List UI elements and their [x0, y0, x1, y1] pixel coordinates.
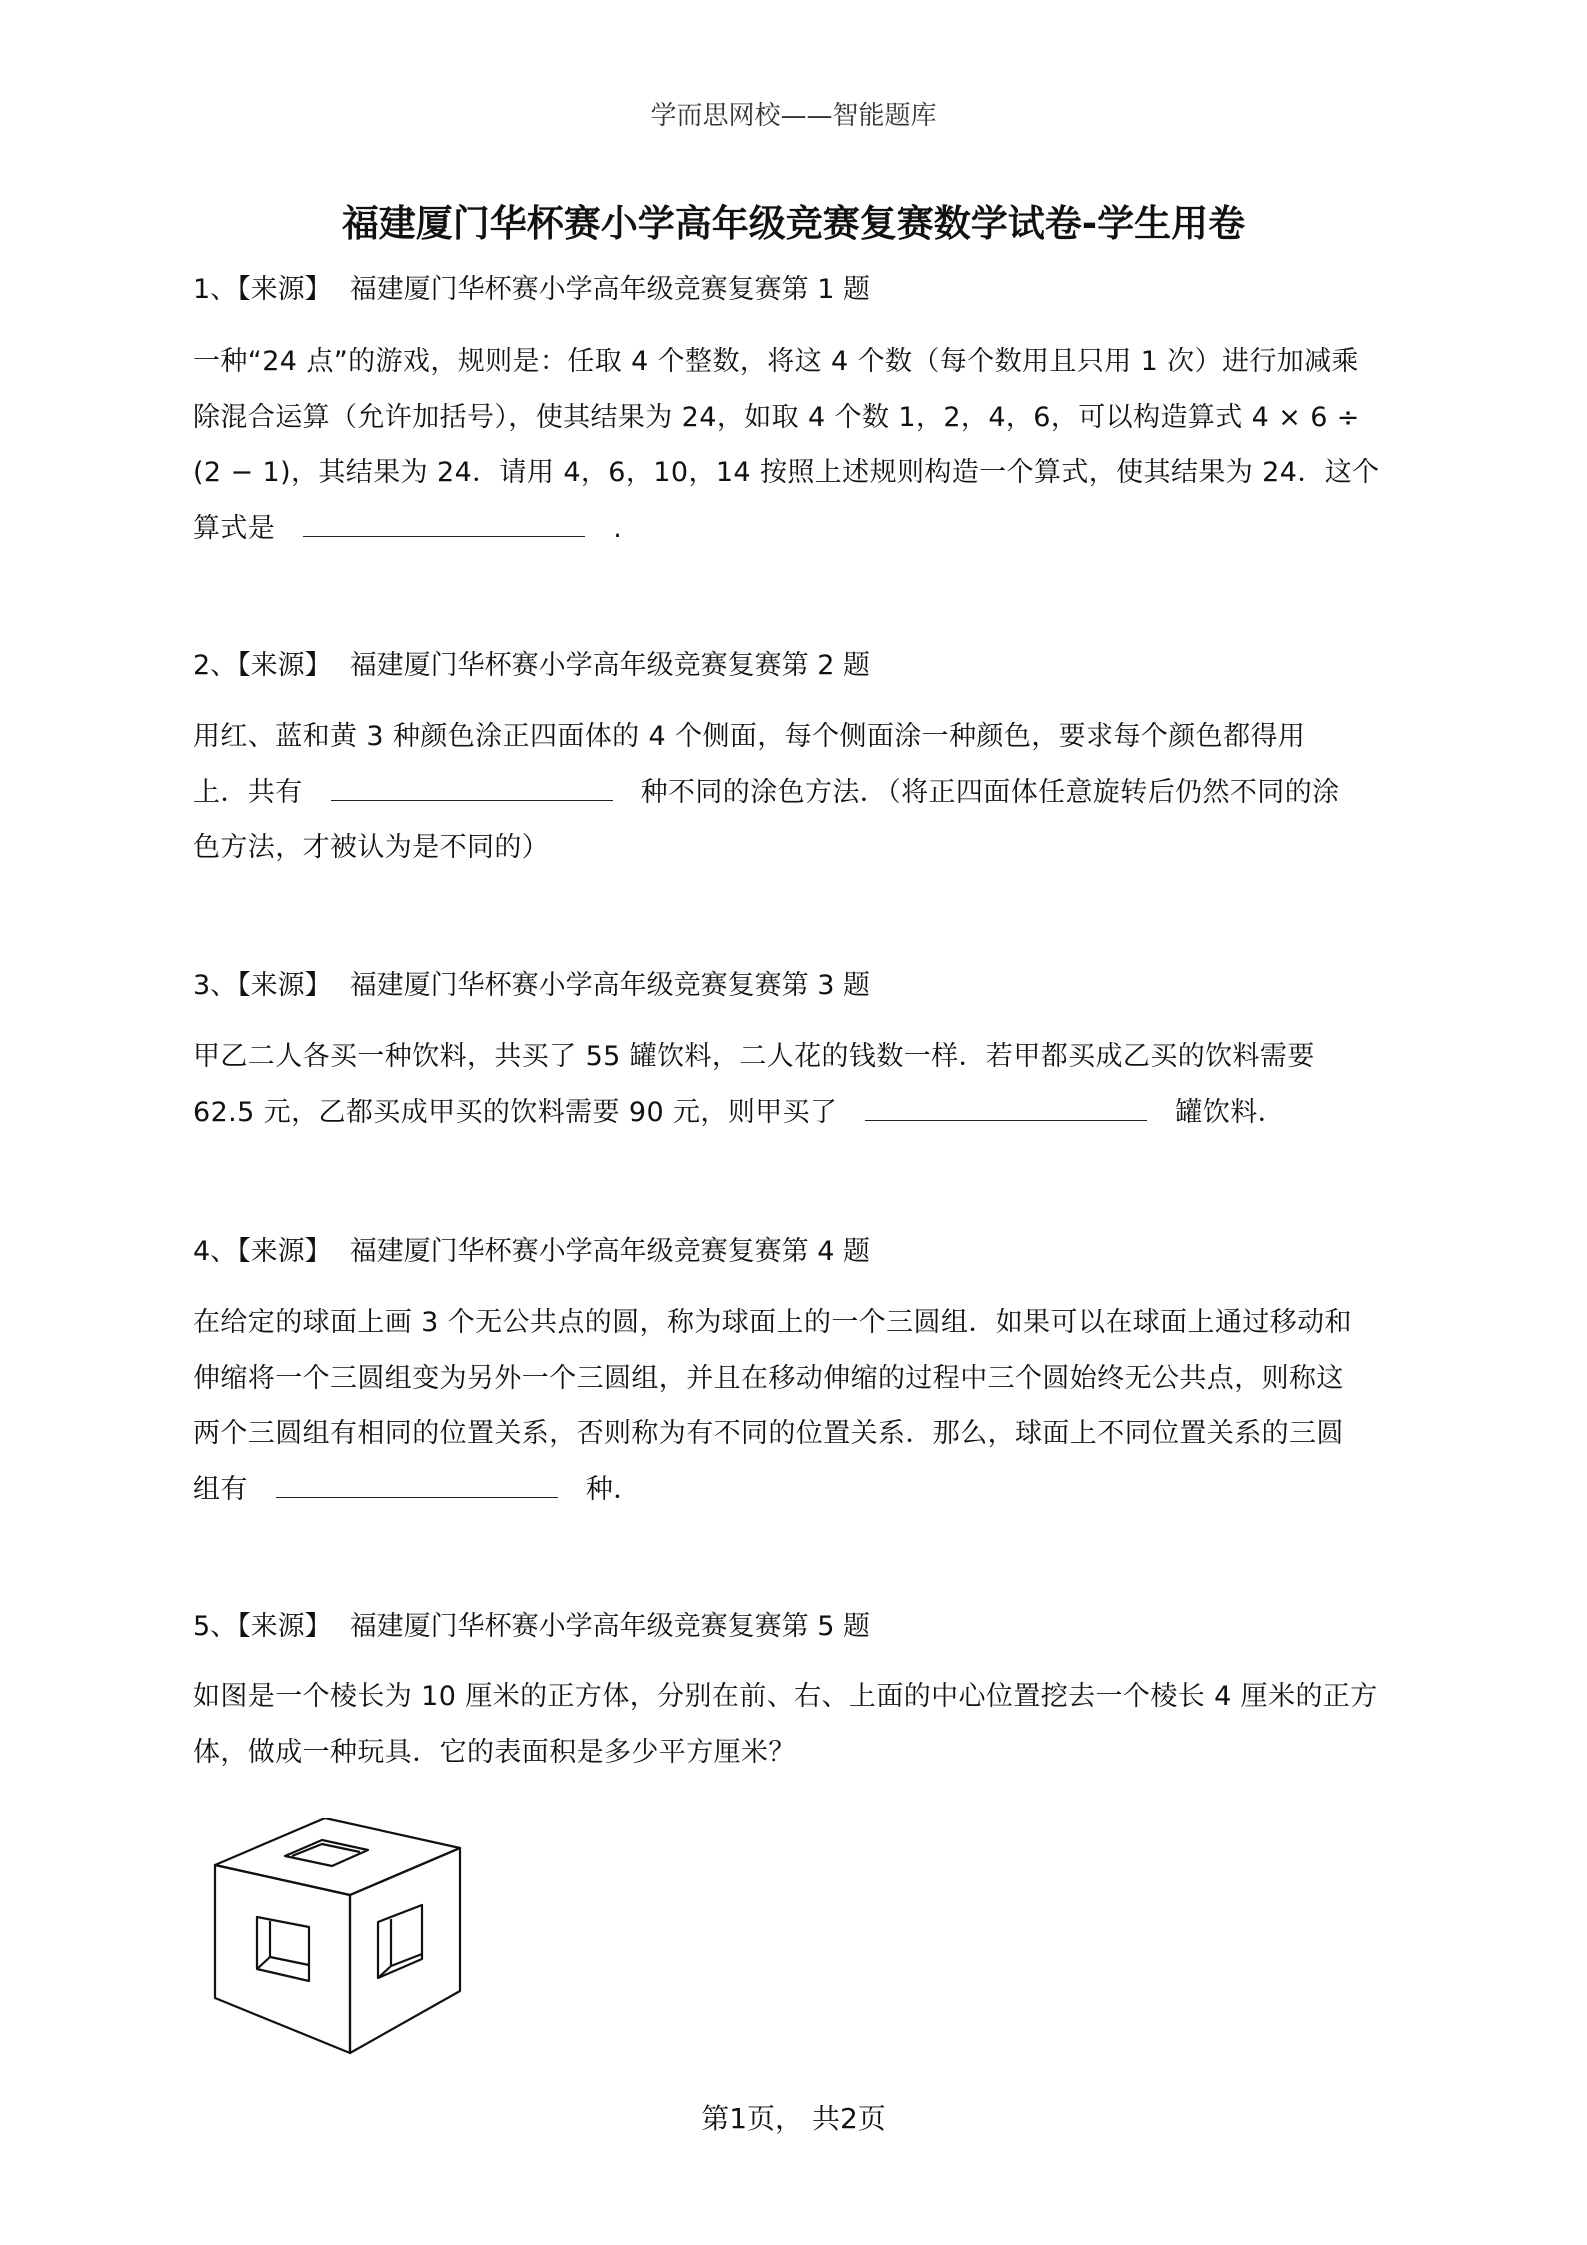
question-number: 2、 — [193, 650, 238, 681]
front-hole — [257, 1917, 309, 1981]
question-number: 1、 — [193, 274, 238, 305]
question-5-body — [193, 1669, 1413, 1780]
source-text: 福建厦门华杯赛小学高年级竞赛复赛第 5 题 — [349, 1611, 871, 1642]
question-text: 罐饮料． — [1175, 1096, 1286, 1128]
answer-blank — [331, 772, 613, 801]
cube-right-face — [350, 1848, 460, 2053]
question-number: 5、 — [193, 1611, 238, 1642]
source-text: 福建厦门华杯赛小学高年级竞赛复赛第 1 题 — [349, 274, 871, 305]
question-5-source — [193, 1608, 870, 1646]
question-text-line — [193, 1462, 1413, 1518]
question-text-line: 用红、蓝和黄 3 种颜色涂正四面体的 4 个侧面，每个侧面涂一种颜色，要求每个颜色都得用 — [193, 721, 1306, 752]
question-text-line: 体，做成一种玩具．它的表面积是多少平方厘米？ — [193, 1736, 796, 1768]
question-text-line: 在给定的球面上画 3 个无公共点的圆，称为球面上的一个三圆组．如果可以在球面上通过移动和 — [193, 1307, 1352, 1338]
question-4-source — [193, 1233, 870, 1271]
question-text: 种． — [585, 1473, 641, 1505]
source-text: 福建厦门华杯赛小学高年级竞赛复赛第 2 题 — [349, 650, 871, 681]
answer-blank — [276, 1469, 558, 1498]
cube-with-holes-diagram — [210, 1818, 470, 2058]
question-text-line: 一种“24 点”的游戏，规则是：任取 4 个整数，将这 4 个数（每个数用且只用 1 次）进行加减乘 — [193, 346, 1359, 377]
question-text: 62.5 元，乙都买成甲买的饮料需要 90 元，则甲买了 — [193, 1096, 838, 1128]
cube-top-face — [215, 1818, 460, 1895]
question-text-line: 如图是一个棱长为 10 厘米的正方体，分别在前、右、上面的中心位置挖去一个棱长 4 厘米的正方 — [193, 1681, 1378, 1712]
question-text: 组有 — [193, 1473, 248, 1505]
source-tag: 【来源】 — [237, 274, 332, 305]
question-3-source — [193, 967, 870, 1005]
source-tag: 【来源】 — [237, 650, 332, 681]
question-text-line: 除混合运算（允许加括号），使其结果为 24，如取 4 个数 1，2，4，6，可以构造算式 4 × 6 ÷ — [193, 401, 1360, 433]
page-title: 福建厦门华杯赛小学高年级竞赛复赛数学试卷-学生用卷 — [341, 202, 1246, 245]
question-text: 种不同的涂色方法．（将正四面体任意旋转后仍然不同的涂 — [640, 776, 1340, 808]
question-4-body — [193, 1295, 1413, 1517]
question-1-body — [193, 334, 1413, 556]
question-text-line: 色方法，才被认为是不同的） — [193, 832, 550, 863]
cube-figure — [210, 1818, 470, 2058]
source-tag: 【来源】 — [237, 1611, 332, 1642]
question-text: . — [613, 512, 623, 544]
answer-blank — [865, 1092, 1147, 1121]
question-text: 算式是 — [193, 512, 276, 544]
question-text-line — [193, 1085, 1413, 1141]
question-text-line: 甲乙二人各买一种饮料，共买了 55 罐饮料，二人花的钱数一样．若甲都买成乙买的饮料需要 — [193, 1041, 1315, 1072]
question-text-line — [193, 501, 1413, 557]
question-text-line — [193, 765, 1413, 821]
question-text: 上．共有 — [193, 776, 303, 808]
question-text-line: 伸缩将一个三圆组变为另外一个三圆组，并且在移动伸缩的过程中三个圆始终无公共点，则称这 — [193, 1362, 1344, 1394]
question-2-body — [193, 709, 1413, 876]
answer-blank — [303, 508, 585, 537]
question-2-source — [193, 647, 870, 685]
front-hole-inner — [257, 1957, 309, 1969]
page-header: 学而思网校——智能题库 — [650, 101, 937, 131]
source-text: 福建厦门华杯赛小学高年级竞赛复赛第 4 题 — [349, 1236, 871, 1267]
source-tag: 【来源】 — [237, 970, 332, 1001]
question-number: 3、 — [193, 970, 238, 1001]
question-number: 4、 — [193, 1236, 238, 1267]
source-tag: 【来源】 — [237, 1236, 332, 1267]
question-1-source — [193, 271, 870, 309]
right-hole — [378, 1905, 422, 1978]
page-footer: 第1页， 共2页 — [701, 2102, 886, 2135]
question-text-line: (2 − 1)，其结果为 24．请用 4，6，10，14 按照上述规则构造一个算式，使其结果为 24．这个 — [193, 457, 1380, 488]
source-text: 福建厦门华杯赛小学高年级竞赛复赛第 3 题 — [349, 970, 871, 1001]
question-text-line: 两个三圆组有相同的位置关系，否则称为有不同的位置关系．那么，球面上不同位置关系的三圆 — [193, 1418, 1344, 1449]
question-3-body — [193, 1029, 1413, 1140]
